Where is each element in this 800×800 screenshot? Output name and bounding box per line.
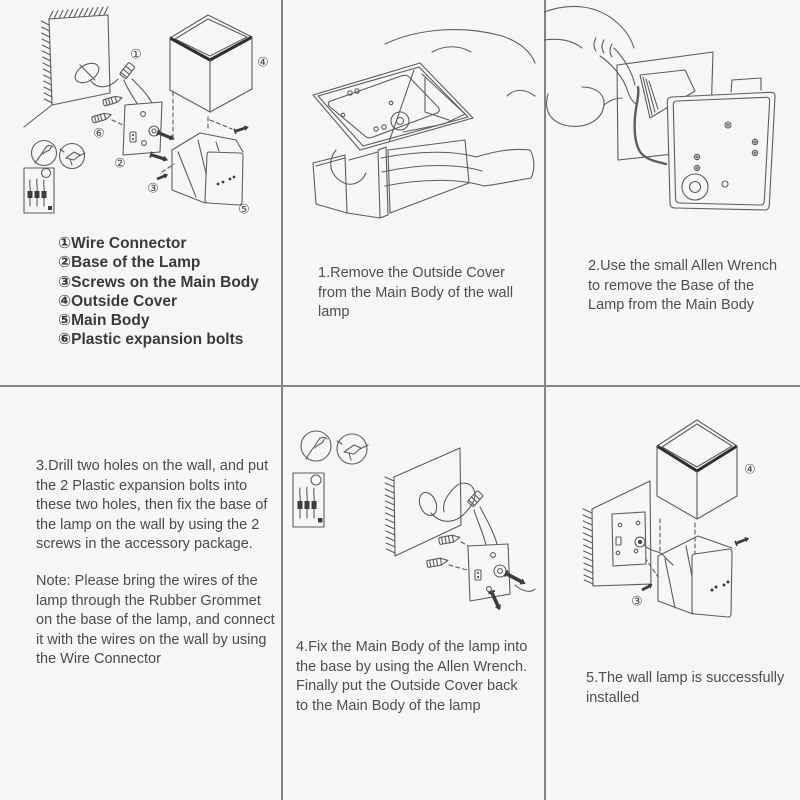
panel-step-5: [544, 385, 800, 800]
caption-line: to remove the Base of the: [588, 277, 755, 294]
paragraph-line: the lamp on the wall by using the 2: [36, 516, 260, 533]
step5-caption: [586, 669, 784, 708]
step5-diagram: [544, 385, 800, 800]
wall-hole: [72, 59, 103, 86]
chassis-plate-drawing: [313, 63, 473, 150]
step4-caption: [296, 638, 527, 716]
wall-hole: [416, 490, 440, 518]
mounted-base-plate-drawing: [612, 512, 673, 566]
parts-list-item: ①Wire Connector: [58, 235, 187, 252]
step4-diagram: [281, 385, 544, 800]
paragraph-line: on the base of the lamp, and connect: [36, 612, 275, 629]
paragraph-line: these two holes, then fix the base of: [36, 497, 268, 514]
caption-line: 1.Remove the Outside Cover: [318, 265, 505, 281]
note-paragraph: [36, 572, 275, 670]
caption-line: installed: [586, 689, 640, 706]
panel-step-3: [0, 385, 281, 800]
drill-tool-icon: [60, 144, 86, 169]
parts-list-item: ⑤Main Body: [58, 312, 150, 330]
callout-4: ④: [744, 462, 756, 478]
paragraph-line: lamp through the Rubber Grommet: [36, 592, 261, 609]
callout-3: ③: [631, 594, 643, 610]
paragraph-line: the 2 Plastic expansion bolts into: [36, 477, 248, 494]
parts-list-item: ②Base of the Lamp: [58, 254, 201, 272]
panel-step-2: [544, 0, 800, 385]
wiring-diagram-box: [24, 168, 54, 213]
step2-diagram: [544, 0, 800, 385]
caption-line: to the Main Body of the lamp: [296, 697, 481, 714]
base-plate-drawing: [123, 102, 176, 163]
paragraph-line: screws in the accessory package.: [36, 536, 253, 553]
caption-line: from the Main Body of the wall: [318, 284, 514, 301]
screw-bottom: [641, 582, 654, 593]
parts-list-item: ③Screws on the Main Body: [58, 273, 259, 291]
parts-list-item: ⑥Plastic expansion bolts: [58, 331, 244, 349]
paragraph-line: 3.Drill two holes on the wall, and put: [36, 458, 269, 474]
callout-4: ④: [257, 55, 269, 71]
wire-strip-tool-icon: [32, 141, 57, 166]
caption-line: lamp: [318, 304, 350, 320]
panel-step-1: [281, 0, 544, 385]
parts-list: [58, 234, 259, 350]
callout-6: ⑥: [93, 126, 105, 142]
outside-cover-drawing: [657, 420, 737, 519]
wall-drawing: [24, 7, 110, 127]
wiring-diagram-box: [293, 473, 324, 527]
panel-step-4: [281, 385, 544, 800]
paragraph-line: the Wire Connector: [36, 651, 161, 668]
outside-cover-drawing: [170, 15, 252, 112]
caption-line: 5.The wall lamp is successfully: [586, 670, 785, 686]
paragraph-line: Note: Please bring the wires of the: [36, 573, 258, 589]
caption-line: Finally put the Outside Cover back: [296, 678, 518, 694]
callout-3: ③: [147, 181, 159, 197]
hand-drawing: [544, 6, 636, 126]
wire-drawing: [431, 483, 497, 549]
expansion-bolts-drawing: [92, 95, 124, 125]
wire-strip-tool-icon: [301, 431, 331, 461]
caption-line: Lamp from the Main Body: [588, 297, 755, 313]
caption-line: the base by using the Allen Wrench.: [296, 658, 528, 675]
base-plate-drawing: [468, 544, 535, 612]
cover-box-drawing: [313, 140, 469, 218]
lamp-base-plate-drawing: [667, 78, 775, 210]
panel-parts-overview: [0, 0, 281, 385]
screw-top: [735, 536, 750, 546]
callout-2: ②: [114, 156, 126, 172]
drill-tool-icon: [337, 434, 368, 464]
step2-caption: [588, 257, 777, 316]
step1-diagram: [281, 0, 544, 385]
callout-1: ①: [130, 47, 142, 63]
step3-paragraph: [36, 457, 268, 555]
parts-list-item: ④Outside Cover: [58, 292, 178, 310]
caption-line: 2.Use the small Allen Wrench: [588, 258, 778, 274]
caption-line: 4.Fix the Main Body of the lamp into: [296, 639, 528, 655]
paragraph-line: it with the wires on the wall by using: [36, 631, 267, 648]
callout-5: ⑤: [238, 202, 250, 218]
step1-caption: [318, 264, 513, 323]
